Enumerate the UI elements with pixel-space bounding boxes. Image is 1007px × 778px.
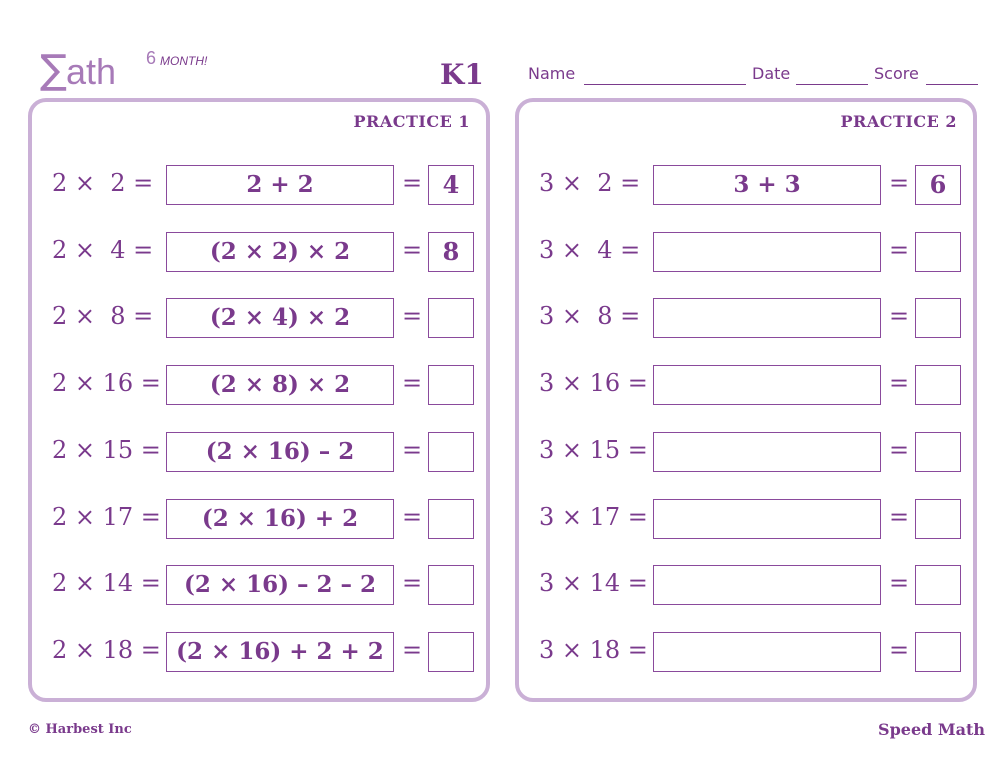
equals-sign: =: [889, 569, 910, 598]
practice-panel-2: [515, 98, 977, 702]
answer-box[interactable]: [915, 432, 961, 472]
name-field[interactable]: [528, 64, 575, 83]
practice-title: PRACTICE 1: [353, 112, 470, 131]
equation-row: [519, 365, 973, 407]
logo-month: MONTH!: [160, 54, 208, 68]
expression-box[interactable]: [653, 432, 881, 472]
equals-sign: =: [889, 169, 910, 197]
expression-box[interactable]: 3 + 3: [653, 165, 881, 205]
equation-left: 3 × 8 =: [539, 302, 641, 331]
answer-box[interactable]: [428, 632, 474, 672]
answer-box[interactable]: 4: [428, 165, 474, 205]
equation-row: [32, 632, 486, 674]
date-field[interactable]: [752, 64, 790, 83]
equation-left: 3 × 18 =: [539, 635, 648, 664]
equation-row: [32, 232, 486, 274]
score-field[interactable]: [874, 64, 919, 83]
equation-left: 2 × 4 =: [52, 235, 154, 264]
equation-row: [519, 165, 973, 207]
equation-left: 2 × 14 =: [52, 569, 161, 598]
date-line: [796, 84, 868, 85]
logo-text: ath: [66, 51, 117, 92]
equals-sign: =: [402, 369, 423, 398]
equation-left: 2 × 15 =: [52, 435, 161, 464]
equation-left: 3 × 16 =: [539, 369, 648, 398]
answer-box[interactable]: [915, 565, 961, 605]
equation-row: [519, 298, 973, 340]
equation-left: 2 × 16 =: [52, 369, 161, 398]
expression-box[interactable]: (2 × 16) + 2 + 2: [166, 632, 394, 672]
equals-sign: =: [889, 235, 910, 264]
practice-title: PRACTICE 2: [840, 112, 957, 131]
equals-sign: =: [402, 235, 423, 264]
answer-box[interactable]: [428, 365, 474, 405]
score-label: Score: [874, 64, 919, 83]
equals-sign: =: [402, 435, 423, 464]
logo-sigma: ∑: [40, 47, 67, 93]
equals-sign: =: [402, 169, 423, 197]
equation-left: 3 × 17 =: [539, 502, 648, 531]
expression-box[interactable]: [653, 365, 881, 405]
equals-sign: =: [889, 435, 910, 464]
equation-left: 2 × 18 =: [52, 635, 161, 664]
answer-box[interactable]: [915, 365, 961, 405]
expression-box[interactable]: (2 × 2) × 2: [166, 232, 394, 272]
equals-sign: =: [889, 369, 910, 398]
equals-sign: =: [402, 635, 423, 664]
equals-sign: =: [402, 502, 423, 531]
expression-box[interactable]: [653, 298, 881, 338]
equals-sign: =: [889, 302, 910, 331]
name-line: [584, 84, 746, 85]
expression-box[interactable]: (2 × 8) × 2: [166, 365, 394, 405]
answer-box[interactable]: 8: [428, 232, 474, 272]
equation-left: 2 × 17 =: [52, 502, 161, 531]
equation-left: 3 × 2 =: [539, 169, 641, 197]
expression-box[interactable]: (2 × 16) – 2: [166, 432, 394, 472]
equals-sign: =: [402, 569, 423, 598]
equation-row: [32, 165, 486, 207]
equation-row: [32, 298, 486, 340]
footer-title: Speed Math: [878, 720, 985, 739]
equation-left: 2 × 2 =: [52, 169, 154, 197]
equation-row: [519, 565, 973, 607]
level-label: K1: [440, 58, 484, 91]
equation-row: [32, 432, 486, 474]
score-line: [926, 84, 978, 85]
answer-box[interactable]: 6: [915, 165, 961, 205]
equals-sign: =: [889, 502, 910, 531]
answer-box[interactable]: [915, 499, 961, 539]
answer-box[interactable]: [428, 298, 474, 338]
equation-row: [519, 499, 973, 541]
expression-box[interactable]: [653, 632, 881, 672]
equals-sign: =: [889, 635, 910, 664]
copyright: © Harbest Inc: [28, 722, 132, 737]
equation-row: [519, 232, 973, 274]
expression-box[interactable]: [653, 499, 881, 539]
expression-box[interactable]: [653, 565, 881, 605]
equation-row: [519, 432, 973, 474]
logo-superscript: 6: [146, 48, 157, 68]
expression-box[interactable]: (2 × 16) – 2 – 2: [166, 565, 394, 605]
answer-box[interactable]: [428, 499, 474, 539]
practice-panel-1: [28, 98, 490, 702]
name-label: Name: [528, 64, 576, 83]
equation-row: [519, 632, 973, 674]
expression-box[interactable]: (2 × 4) × 2: [166, 298, 394, 338]
equation-left: 2 × 8 =: [52, 302, 154, 331]
answer-box[interactable]: [428, 565, 474, 605]
equation-row: [32, 499, 486, 541]
expression-box[interactable]: [653, 232, 881, 272]
date-label: Date: [752, 64, 791, 83]
answer-box[interactable]: [915, 232, 961, 272]
equation-left: 3 × 4 =: [539, 235, 641, 264]
equals-sign: =: [402, 302, 423, 331]
expression-box[interactable]: (2 × 16) + 2: [166, 499, 394, 539]
answer-box[interactable]: [915, 632, 961, 672]
equation-left: 3 × 14 =: [539, 569, 648, 598]
equation-left: 3 × 15 =: [539, 435, 648, 464]
answer-box[interactable]: [428, 432, 474, 472]
equation-row: [32, 365, 486, 407]
equation-row: [32, 565, 486, 607]
expression-box[interactable]: 2 + 2: [166, 165, 394, 205]
answer-box[interactable]: [915, 298, 961, 338]
